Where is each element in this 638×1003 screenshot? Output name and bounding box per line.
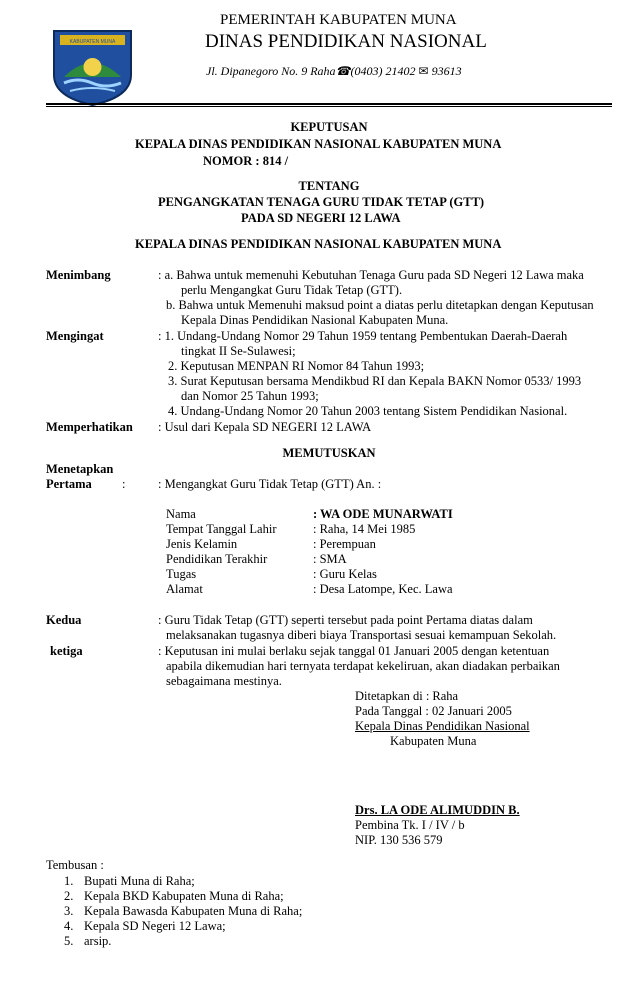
person-row	[166, 567, 377, 582]
list-item: 3. Kepala Bawasda Kabupaten Muna di Raha;	[64, 904, 303, 918]
decree-about-label: TENTANG	[298, 179, 360, 193]
letterhead-rule-thin	[46, 106, 612, 107]
person-field-value: : Raha, 14 Mei 1985	[313, 522, 416, 536]
phone-number: (0403) 21402	[350, 64, 416, 78]
person-field-label: Jenis Kelamin	[166, 537, 238, 551]
person-field-label: Tugas	[166, 567, 197, 581]
person-row	[166, 507, 453, 522]
sign-region: Kabupaten Muna	[390, 734, 477, 748]
decree-subject-school: PADA SD NEGERI 12 LAWA	[241, 211, 401, 225]
decree-authority: KEPALA DINAS PENDIDIKAN NASIONAL KABUPATEN MUNA	[135, 237, 502, 251]
decree-number: NOMOR : 814 /	[203, 154, 289, 168]
government-name: PEMERINTAH KABUPATEN MUNA	[220, 12, 457, 28]
kedua-line1: : Guru Tidak Tetap (GTT) seperti tersebut pada point Pertama diatas dalam	[158, 613, 533, 627]
person-row	[166, 582, 453, 597]
person-field-value: : SMA	[313, 552, 347, 566]
menimbang-b-line1: b. Bahwa untuk Memenuhi maksud point a diatas perlu ditetapkan dengan Keputusan	[166, 298, 594, 312]
decree-issuer: KEPALA DINAS PENDIDIKAN NASIONAL KABUPATEN MUNA	[135, 137, 502, 151]
mengingat-item4: 4. Undang-Undang Nomor 20 Tahun 2003 tentang Sistem Pendidikan Nasional.	[168, 404, 568, 418]
decree-subject: PENGANGKATAN TENAGA GURU TIDAK TETAP (GTT)	[158, 195, 485, 209]
person-row	[166, 552, 347, 567]
person-row	[166, 537, 376, 552]
tembusan-item: arsip.	[84, 934, 112, 948]
menimbang-a-line2: perlu Mengangkat Guru Tidak Tetap (GTT).	[181, 283, 403, 297]
menetapkan-label: Menetapkan	[46, 462, 114, 476]
ketiga-label: ketiga	[50, 644, 83, 658]
regency-coat-of-arms-logo	[50, 27, 135, 107]
list-item: 5. arsip.	[64, 934, 112, 948]
tembusan-label: Tembusan :	[46, 858, 104, 872]
sign-date: Pada Tanggal : 02 Januari 2005	[355, 704, 512, 718]
menimbang-b-line2: Kepala Dinas Pendidikan Nasional Kabupaten Muna.	[181, 313, 449, 327]
kedua-line2: melaksanakan tugasnya diberi biaya Transportasi sesuai kemampuan Sekolah.	[166, 628, 557, 642]
mail-icon: ✉	[418, 64, 429, 78]
decree-heading: KEPUTUSAN	[290, 120, 368, 134]
tembusan-item: Bupati Muna di Raha;	[84, 874, 195, 888]
person-field-value: : Perempuan	[313, 537, 376, 551]
person-row	[166, 522, 415, 537]
telephone-icon: ☎	[335, 64, 351, 78]
pertama-text: : Mengangkat Guru Tidak Tetap (GTT) An. :	[158, 477, 382, 491]
pertama-label: Pertama	[46, 477, 92, 491]
tembusan-item: Kepala BKD Kabupaten Muna di Raha;	[84, 889, 284, 903]
logo-caption: KABUPATEN MUNA	[69, 39, 116, 45]
signatory-rank: Pembina Tk. I / IV / b	[355, 818, 465, 832]
address-text: Jl. Dipanegoro No. 9 Raha	[206, 64, 336, 78]
sign-place: Ditetapkan di : Raha	[355, 689, 459, 703]
tembusan-item: Kepala Bawasda Kabupaten Muna di Raha;	[84, 904, 303, 918]
person-field-label: Nama	[166, 507, 196, 521]
ketiga-line1: : Keputusan ini mulai berlaku sejak tanggal 01 Januari 2005 dengan ketentuan	[158, 644, 550, 658]
mengingat-item1-line1: : 1. Undang-Undang Nomor 29 Tahun 1959 tentang Pembentukan Daerah-Daerah	[158, 329, 568, 343]
list-item: 4. Kepala SD Negeri 12 Lawa;	[64, 919, 226, 933]
memperhatikan-text: : Usul dari Kepala SD NEGERI 12 LAWA	[158, 420, 372, 434]
list-item: 1. Bupati Muna di Raha;	[64, 874, 195, 888]
letterhead-rule-thick	[46, 103, 612, 105]
sign-office: Kepala Dinas Pendidikan Nasional	[355, 719, 530, 733]
person-field-label: Pendidikan Terakhir	[166, 552, 268, 566]
signatory-nip: NIP. 130 536 579	[355, 833, 443, 847]
menimbang-a-line1: : a. Bahwa untuk memenuhi Kebutuhan Tenaga Guru pada SD Negeri 12 Lawa maka	[158, 268, 584, 282]
pertama-colon: :	[122, 477, 126, 491]
ketiga-line3: sebagaimana mestinya.	[166, 674, 282, 688]
agency-name: DINAS PENDIDIKAN NASIONAL	[205, 31, 487, 52]
ketiga-line2: apabila dikemudian hari ternyata terdapat kekeliruan, akan diadakan perbaikan	[166, 659, 560, 673]
menimbang-label: Menimbang	[46, 268, 111, 282]
mengingat-item3-line1: 3. Surat Keputusan bersama Mendikbud RI dan Kepala BAKN Nomor 0533/ 1993	[168, 374, 582, 388]
kedua-label: Kedua	[46, 613, 82, 627]
tembusan-item: Kepala SD Negeri 12 Lawa;	[84, 919, 226, 933]
mengingat-item1-line2: tingkat II Se-Sulawesi;	[181, 344, 296, 358]
signatory-name: Drs. LA ODE ALIMUDDIN B.	[355, 803, 520, 817]
person-field-value: : Desa Latompe, Kec. Lawa	[313, 582, 453, 596]
agency-address	[206, 64, 462, 79]
mengingat-item2: 2. Keputusan MENPAN RI Nomor 84 Tahun 1993;	[168, 359, 425, 373]
person-field-label: Alamat	[166, 582, 203, 596]
person-field-value: : WA ODE MUNARWATI	[313, 507, 453, 521]
person-field-value: : Guru Kelas	[313, 567, 377, 581]
mengingat-label: Mengingat	[46, 329, 104, 343]
list-item: 2. Kepala BKD Kabupaten Muna di Raha;	[64, 889, 284, 903]
person-field-label: Tempat Tanggal Lahir	[166, 522, 277, 536]
postal-code: 93613	[431, 64, 462, 78]
mengingat-item3-line2: dan Nomor 25 Tahun 1993;	[181, 389, 319, 403]
memutuskan-heading: MEMUTUSKAN	[282, 446, 376, 460]
memperhatikan-label: Memperhatikan	[46, 420, 133, 434]
